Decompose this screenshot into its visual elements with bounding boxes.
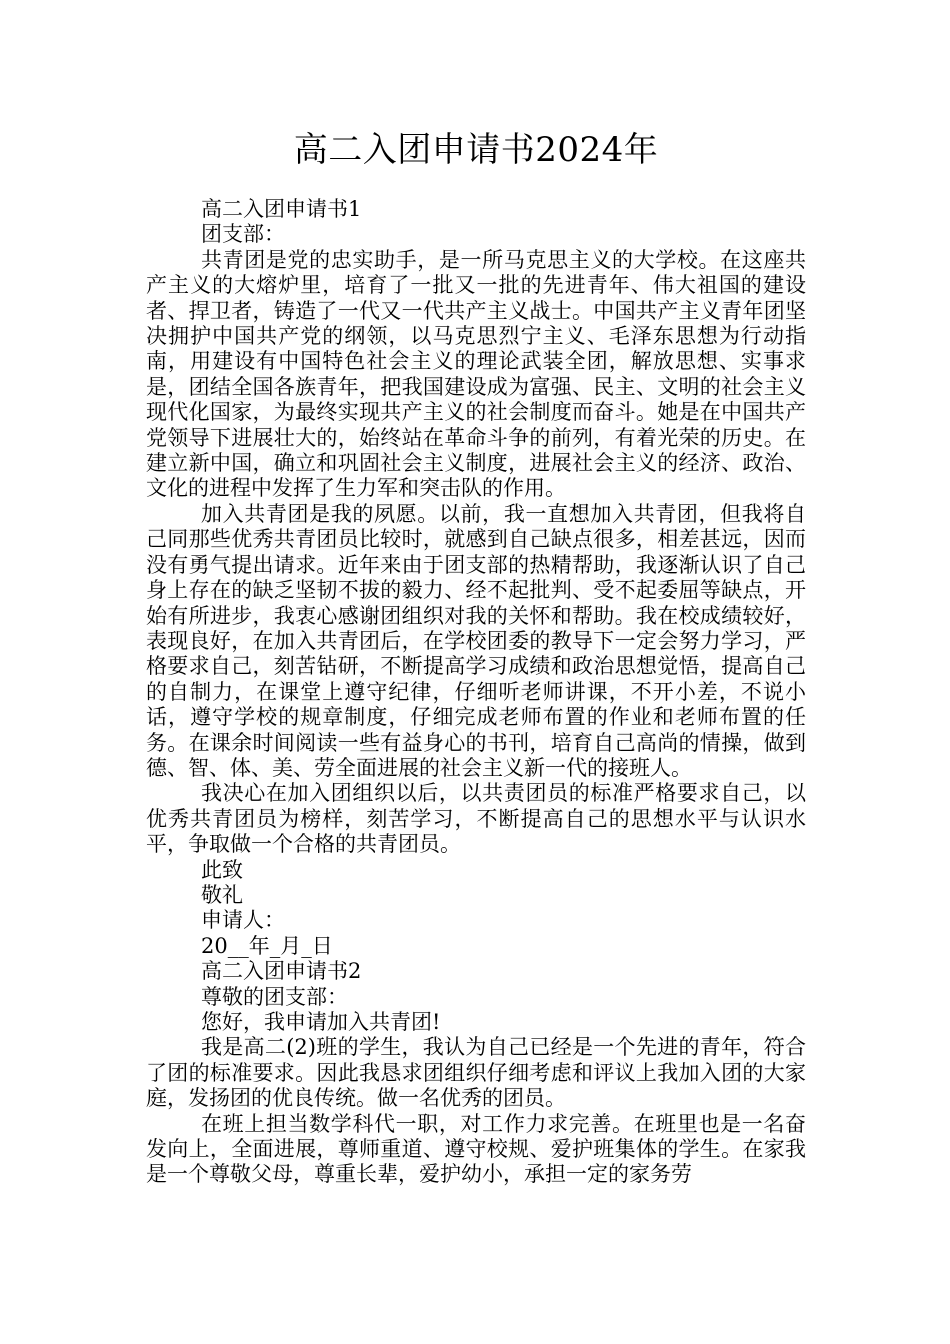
letter1-salutation: 团支部： xyxy=(201,222,285,247)
letter1-paragraph: 共青团是党的忠实助手，是一所马克思主义的大学校。在这座共产主义的大熔炉里，培育了一批又一批的先进青年、伟大祖国的建设者、捍卫者，铸造了一代又一代共产主义战士。中国共产主义青年团坚决拥护中国共产党的纲领，以马克思烈宁主义、毛泽东思想为行动指南，用建设有中国特色社会主义的理论武装全团，解放思想、实事求是，团结全国各族青年，把我国建设成为富强、民主、文明的社会主义现代化国家，为最终实现共产主义的社会制度而奋斗。她是在中国共产党领导下进展壮大的，始终站在革命斗争的前列，有着光荣的历史。在建立新中国，确立和巩固社会主义制度，进展社会主义的经济、政治、文化的进程中发挥了生力军和突击队的作用。 xyxy=(146,247,806,501)
letter2-salutation: 尊敬的团支部： xyxy=(201,984,348,1009)
letter1-heading: 高二入团申请书1 xyxy=(201,197,362,221)
letter1-date: 20__年_月_日 xyxy=(201,933,333,958)
letter1-applicant: 申请人： xyxy=(201,908,285,933)
letter1-closing: 此致 xyxy=(201,857,243,882)
document-body xyxy=(146,197,806,1188)
letter2-greeting: 您好，我申请加入共青团! xyxy=(201,1010,441,1034)
letter1-paragraph: 我决心在加入团组织以后，以共责团员的标准严格要求自己，以优秀共青团员为榜样，刻苦学习，不断提高自己的思想水平与认识水平，争取做一个合格的共青团员。 xyxy=(146,781,806,857)
letter2-heading: 高二入团申请书2 xyxy=(201,959,362,984)
letter1-regards: 敬礼 xyxy=(201,882,243,907)
document-title: 高二入团申请书2024年 xyxy=(293,130,659,170)
letter2-paragraph: 在班上担当数学科代一职，对工作力求完善。在班里也是一名奋发向上，全面进展，尊师重道、遵守校规、爱护班集体的学生。在家我是一个尊敬父母，尊重长辈，爱护幼小，承担一定的家务劳 xyxy=(146,1111,806,1187)
letter2-paragraph: 我是高二(2)班的学生，我认为自己已经是一个先进的青年，符合了团的标准要求。因此我恳求团组织仔细考虑和评议上我加入团的大家庭，发扬团的优良传统。做一名优秀的团员。 xyxy=(146,1035,806,1111)
letter1-paragraph: 加入共青团是我的夙愿。以前，我一直想加入共青团，但我将自己同那些优秀共青团员比较时，就感到自己缺点很多，相差甚远，因而没有勇气提出请求。近年来由于团支部的热精帮助，我逐渐认识了自己身上存在的缺乏坚韧不拔的毅力、经不起批判、受不起委屈等缺点，开始有所进步，我衷心感谢团组织对我的关怀和帮助。我在校成绩较好，表现良好，在加入共青团后，在学校团委的教导下一定会努力学习，严格要求自己，刻苦钻研，不断提高学习成绩和政治思想觉悟，提高自己的自制力，在课堂上遵守纪律，仔细听老师讲课，不开小差，不说小话，遵守学校的规章制度，仔细完成老师布置的作业和老师布置的任务。在课余时间阅读一些有益身心的书刊，培育自己高尚的情操，做到德、智、体、美、劳全面进展的社会主义新一代的接班人。 xyxy=(146,501,806,780)
